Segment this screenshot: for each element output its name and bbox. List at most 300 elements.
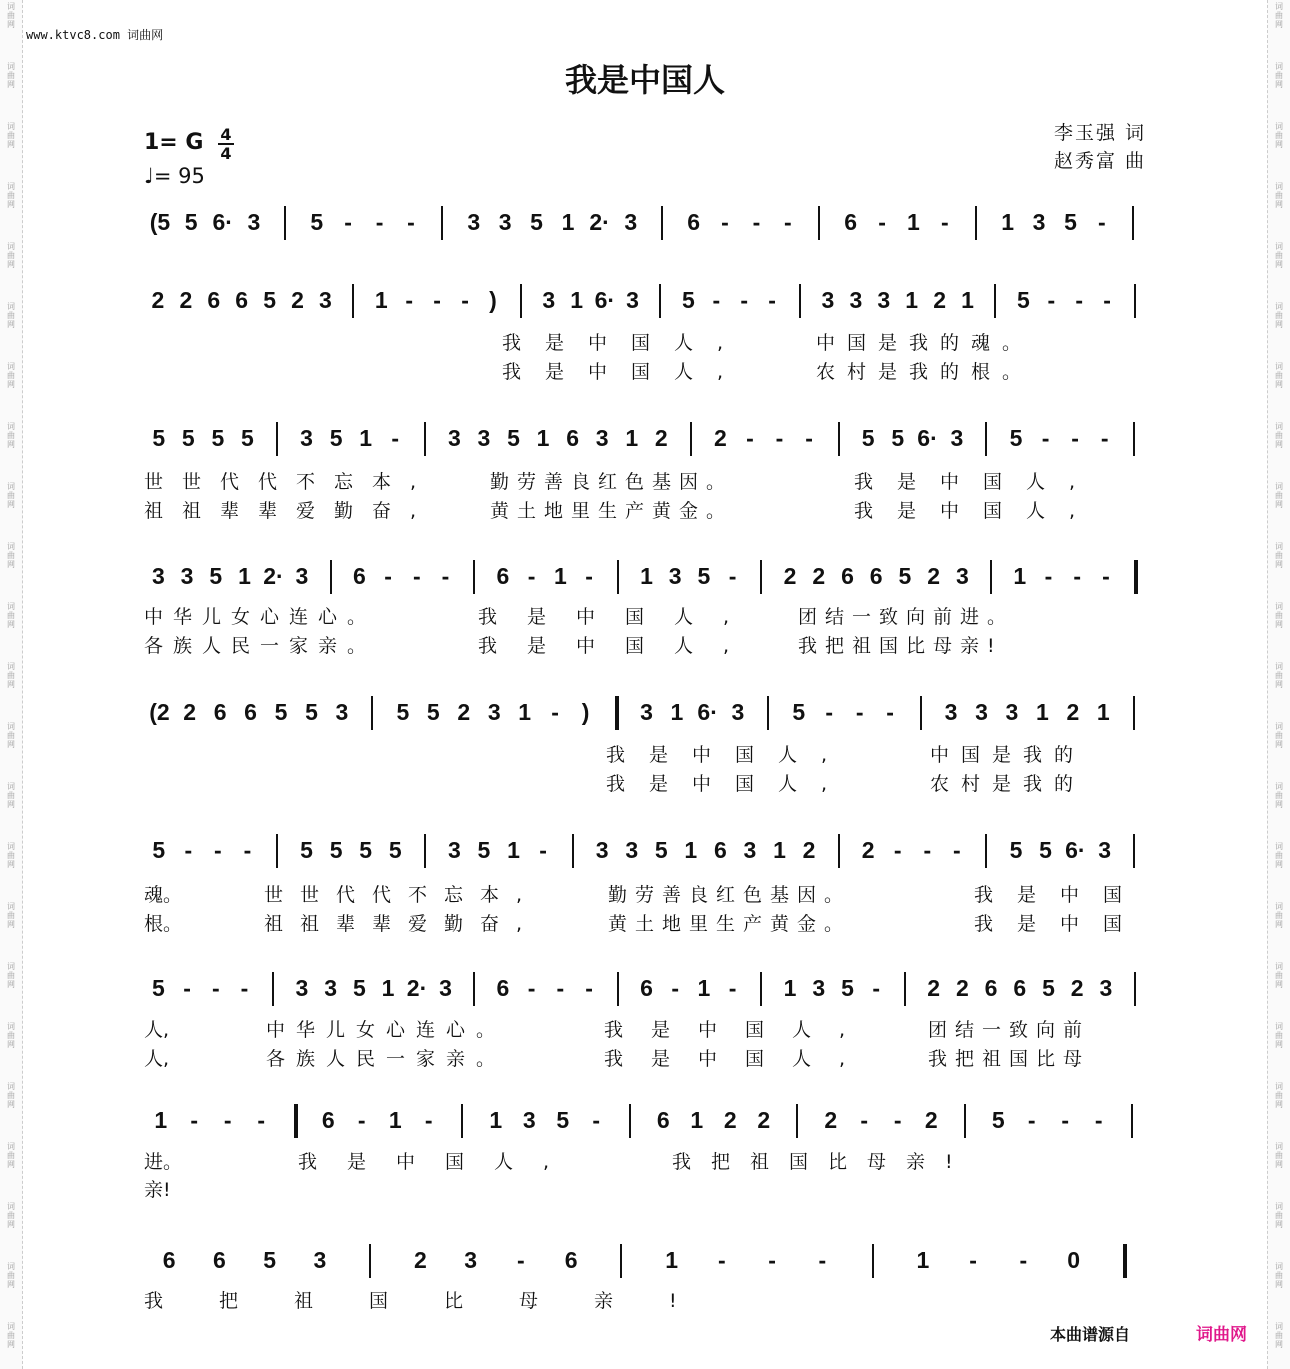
note: 5 <box>152 837 166 863</box>
note: 5 <box>151 975 165 1001</box>
watermark-text: 词 曲 网 <box>7 902 15 929</box>
staff-2 <box>144 280 1149 324</box>
note: 6 <box>984 975 998 1001</box>
note: 5 <box>329 425 343 451</box>
lyric-line: 祖祖辈辈爱勤奋, <box>264 913 540 935</box>
dash-extension: - <box>712 287 721 313</box>
lyric-line: 农村是我的 <box>930 773 1086 795</box>
barline <box>990 560 992 594</box>
barline <box>520 284 522 318</box>
note: 2 <box>924 1107 938 1133</box>
right-watermark-strip <box>1267 0 1290 1369</box>
key-signature: 1= G <box>144 130 204 155</box>
dash-extension: - <box>893 837 902 863</box>
note: 3 <box>522 1107 536 1133</box>
dash-extension: - <box>1044 563 1053 589</box>
watermark-text: 词 曲 网 <box>1275 182 1283 209</box>
song-title: 我是中国人 <box>564 61 725 99</box>
staff-7 <box>144 968 1149 1012</box>
lyric-line: 我是中国人, <box>604 1048 874 1070</box>
note: 2 <box>413 1247 427 1273</box>
note: 2 <box>955 975 969 1001</box>
note: 3 <box>595 837 609 863</box>
note: 6 <box>235 287 249 313</box>
note: 5 <box>841 975 854 1001</box>
lyrics-row-7a <box>144 1015 1149 1043</box>
barline <box>767 696 769 730</box>
note: 5 <box>263 1247 277 1273</box>
lyric-line: 我是中国人, <box>606 773 852 795</box>
watermark-text: 词 曲 网 <box>1275 122 1283 149</box>
watermark-text: 词 曲 网 <box>7 542 15 569</box>
dash-extension: - <box>1041 425 1050 451</box>
note: 5 <box>1016 287 1030 313</box>
note: 5 <box>426 699 440 725</box>
watermark-text: 词 曲 网 <box>1275 1262 1283 1289</box>
dash-extension: - <box>818 1247 827 1273</box>
site-url[interactable]: www.ktvc8.com 词曲网 <box>26 28 164 42</box>
footer-brand-link[interactable]: 词曲网 <box>1196 1325 1247 1345</box>
time-denominator: 4 <box>220 144 232 163</box>
note: 6 <box>244 699 257 725</box>
dash-extension: - <box>1071 425 1079 451</box>
dash-extension: - <box>223 1107 232 1133</box>
dash-extension: - <box>860 1107 869 1133</box>
watermark-text: 词 曲 网 <box>1275 842 1283 869</box>
note: 5 <box>1064 209 1077 235</box>
note: 5 <box>263 287 277 313</box>
note: 2· <box>589 209 610 235</box>
barline <box>872 1244 874 1278</box>
note: 5 <box>329 837 343 863</box>
note: 5 <box>388 837 402 863</box>
staff-1 <box>144 202 1149 246</box>
note: 1 <box>1096 699 1110 725</box>
watermark-text: 词 曲 网 <box>1275 782 1283 809</box>
watermark-text: 词 曲 网 <box>7 1142 15 1169</box>
note: 5 <box>211 425 225 451</box>
note: 2 <box>933 287 947 313</box>
lyrics-row-9 <box>144 1286 1149 1314</box>
note: 1 <box>907 209 920 235</box>
lyrics-row-6a <box>144 880 1149 908</box>
note: 3 <box>821 287 835 313</box>
note: 6· <box>594 287 616 313</box>
note: 2 <box>291 287 304 313</box>
lyric-line: 我是中国人, <box>502 361 748 383</box>
note: 3 <box>640 699 653 725</box>
note: 5 <box>556 1107 570 1133</box>
note: (5 <box>149 209 171 235</box>
note: 3 <box>300 425 313 451</box>
staff-4 <box>144 556 1149 600</box>
lyrics-row-6b <box>144 909 1149 937</box>
note: 5 <box>861 425 875 451</box>
note: 2 <box>183 699 197 725</box>
lyric-line: 我是中国人, <box>604 1019 874 1041</box>
dash-extension: - <box>405 287 414 313</box>
staff-8 <box>144 1100 1149 1144</box>
watermark-text: 词 曲 网 <box>7 1082 15 1109</box>
lyric-line: 我是中国人, <box>478 635 760 657</box>
note: 1 <box>381 975 395 1001</box>
lyric-line: 农村是我的根。 <box>816 361 1034 383</box>
watermark-text: 词 曲 网 <box>1275 662 1283 689</box>
dash-extension: - <box>433 287 441 313</box>
lyrics-row-8b <box>144 1175 1149 1203</box>
dash-extension: - <box>1100 425 1109 451</box>
note: 3 <box>1005 699 1019 725</box>
dash-extension: - <box>855 699 864 725</box>
watermark-text: 词 曲 网 <box>7 482 15 509</box>
dash-extension: - <box>923 837 932 863</box>
watermark-text: 词 曲 网 <box>1275 62 1283 89</box>
barline <box>424 422 426 456</box>
barline <box>985 834 987 868</box>
barline <box>985 422 987 456</box>
dash-extension: - <box>752 209 761 235</box>
note: 5 <box>305 699 318 725</box>
barline <box>615 696 619 730</box>
lyrics-row-5a <box>144 740 1149 768</box>
note: 3 <box>487 699 501 725</box>
composer-credit: 赵秀富 曲 <box>1053 150 1146 172</box>
note: 6 <box>496 975 510 1001</box>
note: 3 <box>439 975 452 1001</box>
dash-extension: - <box>953 837 961 863</box>
note: 1 <box>489 1107 503 1133</box>
barline <box>904 972 906 1006</box>
note: 5 <box>310 209 324 235</box>
note: 1 <box>388 1107 402 1133</box>
dash-extension: - <box>1102 563 1110 589</box>
note: 3 <box>247 209 261 235</box>
note: 5 <box>352 975 366 1001</box>
note: 3 <box>464 1247 478 1273</box>
tempo-marking: ♩= 95 <box>144 164 205 188</box>
footer-source-label: 本曲谱源自 <box>1050 1325 1131 1344</box>
dash-extension: - <box>805 425 813 451</box>
barline <box>659 284 661 318</box>
note: 5 <box>891 425 905 451</box>
lyric-line: 亲! <box>144 1179 171 1201</box>
dash-extension: - <box>1061 1107 1070 1133</box>
dash-extension: - <box>768 287 776 313</box>
note: 5 <box>274 699 288 725</box>
note: 2 <box>802 837 816 863</box>
note: 1 <box>665 1247 679 1273</box>
barline <box>690 422 692 456</box>
dash-extension: - <box>825 699 834 725</box>
note: 1 <box>773 837 786 863</box>
dash-extension: - <box>391 425 400 451</box>
watermark-text: 词 曲 网 <box>7 1202 15 1229</box>
note: ) <box>581 699 590 725</box>
barline <box>617 972 619 1006</box>
note: 3 <box>335 699 349 725</box>
lyrics-row-8a <box>144 1147 1149 1175</box>
lyric-line: 我把祖国比母 <box>928 1048 1091 1070</box>
barline <box>294 1104 298 1138</box>
dash-extension: - <box>721 209 729 235</box>
lyric-line: 各族人民一家亲。 <box>266 1048 507 1070</box>
note: 3 <box>498 209 512 235</box>
dash-extension: - <box>357 1107 366 1133</box>
barline <box>473 972 475 1006</box>
dash-extension: - <box>886 699 894 725</box>
watermark-text: 词 曲 网 <box>1275 1022 1283 1049</box>
note: 1 <box>670 699 684 725</box>
note: 1 <box>1001 209 1015 235</box>
note: 6 <box>566 425 579 451</box>
note: 5 <box>184 209 198 235</box>
lyric-line: 我是中国人, <box>854 500 1100 522</box>
lyric-line: 我是中国 <box>974 913 1147 935</box>
note: 6· <box>212 209 233 235</box>
barline <box>461 1104 463 1138</box>
staff-6 <box>144 830 1149 874</box>
dash-extension: - <box>240 975 249 1001</box>
dash-extension: - <box>728 975 737 1001</box>
note: 1 <box>536 425 550 451</box>
dash-extension: - <box>527 563 536 589</box>
note: 3 <box>626 287 639 313</box>
dash-extension: - <box>775 425 784 451</box>
note: 1 <box>570 287 584 313</box>
dash-extension: - <box>1019 1247 1028 1273</box>
note: 2 <box>151 287 165 313</box>
lyric-line: 我把祖国比母亲! <box>672 1151 973 1173</box>
dash-extension: - <box>1098 209 1106 235</box>
barline <box>975 206 977 240</box>
note: 3 <box>595 425 609 451</box>
barline <box>760 972 762 1006</box>
lyric-line: 根。 <box>144 913 183 935</box>
dash-extension: - <box>424 1107 433 1133</box>
dash-extension: - <box>1027 1107 1036 1133</box>
watermark-text: 词 曲 网 <box>1275 1082 1283 1109</box>
barline <box>284 206 286 240</box>
barline <box>1133 834 1135 868</box>
note: 1 <box>553 563 567 589</box>
note: 5 <box>654 837 668 863</box>
watermark-text: 词 曲 网 <box>7 782 15 809</box>
barline <box>620 1244 622 1278</box>
lyric-line: 祖祖辈辈爱勤奋, <box>144 500 436 522</box>
dash-extension: - <box>718 1247 726 1273</box>
lyrics-row-4a <box>144 602 1149 630</box>
dash-extension: - <box>257 1107 266 1133</box>
note: 1 <box>154 1107 168 1133</box>
dash-extension: - <box>893 1107 902 1133</box>
note: 1 <box>359 425 373 451</box>
barline <box>838 834 840 868</box>
note: 2 <box>824 1107 838 1133</box>
dash-extension: - <box>190 1107 199 1133</box>
dash-extension: - <box>585 975 593 1001</box>
note: 3 <box>955 563 969 589</box>
note: 6 <box>207 287 221 313</box>
barline <box>1131 1104 1133 1138</box>
note: 1 <box>783 975 797 1001</box>
lyric-line: 世世代代不忘本, <box>144 471 436 493</box>
lyric-line: 中华儿女心连心。 <box>144 606 377 628</box>
note: 3 <box>467 209 481 235</box>
lyric-line: 世世代代不忘本, <box>264 884 540 906</box>
note: 3 <box>1098 837 1112 863</box>
lyrics-row-2a <box>144 328 1149 356</box>
dash-extension: - <box>243 837 252 863</box>
barline <box>473 560 475 594</box>
note: 0 <box>1067 1247 1081 1273</box>
note: 6 <box>656 1107 670 1133</box>
watermark-text: 词 曲 网 <box>1275 2 1283 29</box>
barline <box>371 696 373 730</box>
lyric-line: 各族人民一家亲。 <box>144 635 377 657</box>
lyric-line: 我是中国 <box>974 884 1147 906</box>
note: 2· <box>263 563 284 589</box>
barline <box>799 284 801 318</box>
note: 5 <box>507 425 520 451</box>
dash-extension: - <box>941 209 949 235</box>
note: 5 <box>477 837 491 863</box>
dash-extension: - <box>872 975 881 1001</box>
note: 6 <box>496 563 510 589</box>
barline <box>629 1104 631 1138</box>
note: 1 <box>640 563 653 589</box>
note: 6 <box>869 563 883 589</box>
note: 3 <box>668 563 682 589</box>
note: 2 <box>457 699 471 725</box>
dash-extension: - <box>1047 287 1056 313</box>
note: 2 <box>723 1107 737 1133</box>
watermark-text: 词 曲 网 <box>1275 962 1283 989</box>
barline <box>838 422 840 456</box>
lyric-line: 我是中国人, <box>502 332 748 354</box>
note: 1 <box>1013 563 1027 589</box>
note: 2 <box>927 975 941 1001</box>
barline <box>272 972 274 1006</box>
note: 3 <box>477 425 491 451</box>
barline <box>1133 422 1135 456</box>
note: 2 <box>1070 975 1084 1001</box>
lyric-line: 我把祖国比母亲! <box>798 635 1003 657</box>
note: 1 <box>561 209 575 235</box>
watermark-text: 词 曲 网 <box>1275 602 1283 629</box>
dash-extension: - <box>441 563 450 589</box>
dash-extension: - <box>1103 287 1111 313</box>
lyric-line: 团结一致向前 <box>928 1019 1091 1041</box>
note: 5 <box>396 699 410 725</box>
watermark-text: 词 曲 网 <box>7 842 15 869</box>
note: 2 <box>713 425 727 451</box>
dash-extension: - <box>728 563 737 589</box>
lyricist-credit: 李玉强 词 <box>1053 122 1146 144</box>
note: 3 <box>877 287 891 313</box>
watermark-text: 词 曲 网 <box>1275 482 1283 509</box>
lyric-line: 魂。 <box>144 884 183 906</box>
note: 6 <box>1013 975 1027 1001</box>
note: 5 <box>1009 425 1023 451</box>
note: 2 <box>812 563 826 589</box>
note: 6· <box>917 425 938 451</box>
note: 3 <box>542 287 556 313</box>
note: 3 <box>324 975 338 1001</box>
note: 5 <box>181 425 195 451</box>
barline <box>352 284 354 318</box>
lyric-line: 勤劳善良红色基因。 <box>490 471 734 493</box>
time-signature <box>218 126 234 162</box>
note: 3 <box>447 837 461 863</box>
barline <box>964 1104 966 1138</box>
dash-extension: - <box>768 1247 776 1273</box>
watermark-text: 词 曲 网 <box>7 722 15 749</box>
lyric-line: 人, <box>144 1019 170 1041</box>
note: 1 <box>625 425 639 451</box>
note: 3 <box>624 209 638 235</box>
watermark-text: 词 曲 网 <box>7 302 15 329</box>
dash-extension: - <box>517 1247 525 1273</box>
note: 5 <box>697 563 711 589</box>
note: 1 <box>238 563 251 589</box>
note: 5 <box>530 209 543 235</box>
note: 2 <box>927 563 941 589</box>
note: 6· <box>697 699 718 725</box>
note: 3 <box>812 975 826 1001</box>
watermark-text: 词 曲 网 <box>1275 302 1283 329</box>
staff-3 <box>144 418 1149 462</box>
note: 3 <box>447 425 461 451</box>
note: 2 <box>179 287 193 313</box>
lyrics-row-4b <box>144 631 1149 659</box>
lyrics-row-7b <box>144 1044 1149 1072</box>
dash-extension: - <box>211 975 220 1001</box>
note: 6 <box>212 1247 226 1273</box>
watermark-text: 词 曲 网 <box>1275 1202 1283 1229</box>
watermark-text: 词 曲 网 <box>1275 1142 1283 1169</box>
note: 3 <box>1099 975 1113 1001</box>
note: 3 <box>975 699 988 725</box>
lyric-line: 我是中国人, <box>298 1151 580 1173</box>
barline <box>1132 206 1134 240</box>
lyric-line: 我是中国人, <box>606 744 852 766</box>
note: 3 <box>950 425 964 451</box>
dash-extension: - <box>556 975 565 1001</box>
watermark-text: 词 曲 网 <box>7 1322 15 1349</box>
note: 2 <box>783 563 797 589</box>
dash-extension: - <box>1094 1107 1103 1133</box>
barline <box>1133 696 1135 730</box>
note: 2 <box>1066 699 1080 725</box>
note: 6 <box>640 975 653 1001</box>
barline <box>276 422 278 456</box>
lyric-line: 我是中国人, <box>854 471 1100 493</box>
note: 5 <box>241 425 254 451</box>
note: 2 <box>757 1107 771 1133</box>
note: 3 <box>743 837 757 863</box>
lyric-line: 进。 <box>144 1151 183 1173</box>
note: 5 <box>792 699 806 725</box>
note: 3 <box>731 699 745 725</box>
barline <box>920 696 922 730</box>
dash-extension: - <box>585 563 593 589</box>
lyric-line: 团结一致向前进。 <box>798 606 1015 628</box>
watermark-text: 词 曲 网 <box>1275 722 1283 749</box>
dash-extension: - <box>344 209 352 235</box>
left-watermark-strip <box>0 0 23 1369</box>
watermark-text: 词 曲 网 <box>7 1262 15 1289</box>
note: 5 <box>300 837 313 863</box>
